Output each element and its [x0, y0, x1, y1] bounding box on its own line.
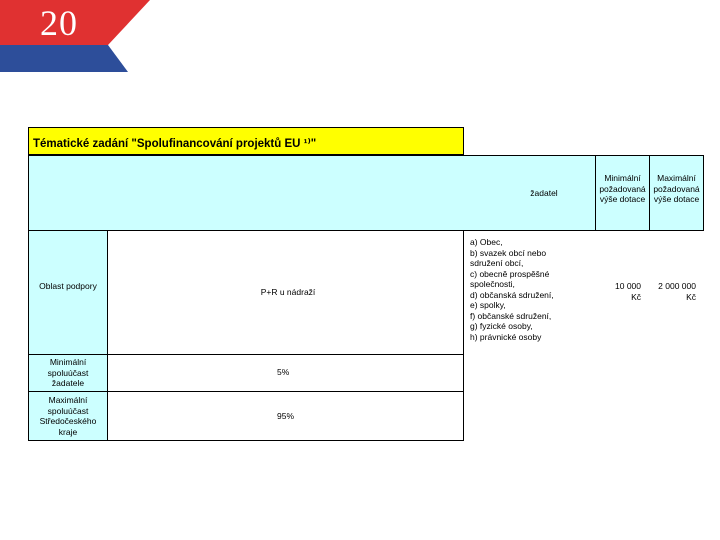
applicant-g: g) fyzické osoby, — [470, 321, 533, 331]
slide-corner-decoration — [0, 0, 160, 80]
min-spoluucast-value: 5% — [277, 367, 290, 377]
cell-min-spoluucast-label — [28, 354, 108, 392]
applicant-c: c) obecně prospěšné — [470, 268, 550, 279]
cell-oblast-label — [28, 230, 108, 355]
header-max-dotace-label: Maximální požadovaná výše dotace — [653, 173, 700, 204]
header-cell-min-dotace — [595, 155, 650, 231]
applicant-f: f) občanské sdružení, — [470, 310, 552, 321]
min-spoluucast-label: Minimální spoluúčast žadatele — [47, 357, 89, 388]
max-spoluucast-label: Maximální spoluúčast Středočeského kraje — [39, 395, 97, 437]
max-spoluucast-value: 95% — [277, 411, 295, 421]
corner-blue-shape — [0, 45, 128, 72]
oblast-label: Oblast podpory — [39, 281, 97, 291]
applicant-d: d) občanská sdružení, — [470, 289, 554, 300]
header-zadatel-label: žadatel — [530, 188, 558, 198]
min-amount: 10 000 Kč — [615, 281, 641, 302]
applicant-c-cont: společnosti, — [470, 279, 515, 289]
applicant-a: a) Obec, — [470, 237, 503, 247]
applicants-list — [470, 237, 594, 342]
header-cell-max-dotace — [649, 155, 704, 231]
applicant-b: b) svazek obcí nebo — [470, 247, 547, 258]
cell-max-spoluucast-value — [107, 391, 464, 441]
applicant-h: h) právnické osoby — [470, 331, 542, 342]
cell-max-spoluucast-label — [28, 391, 108, 441]
header-cell-zadatel — [28, 155, 596, 231]
max-amount: 2 000 000 Kč — [658, 281, 696, 302]
table-title: Tématické zadání "Spolufinancování projektů EU ¹⁾" — [28, 127, 464, 155]
header-min-dotace-label: Minimální požadovaná výše dotace — [599, 173, 646, 204]
cell-oblast-value — [107, 230, 464, 355]
cell-applicants — [463, 230, 596, 355]
applicant-e: e) spolky, — [470, 300, 506, 310]
oblast-value: P+R u nádraží — [260, 287, 316, 297]
slide-number: 20 — [40, 3, 78, 43]
applicant-b-cont: sdružení obcí, — [470, 258, 524, 268]
cell-min-spoluucast-value — [107, 354, 464, 392]
